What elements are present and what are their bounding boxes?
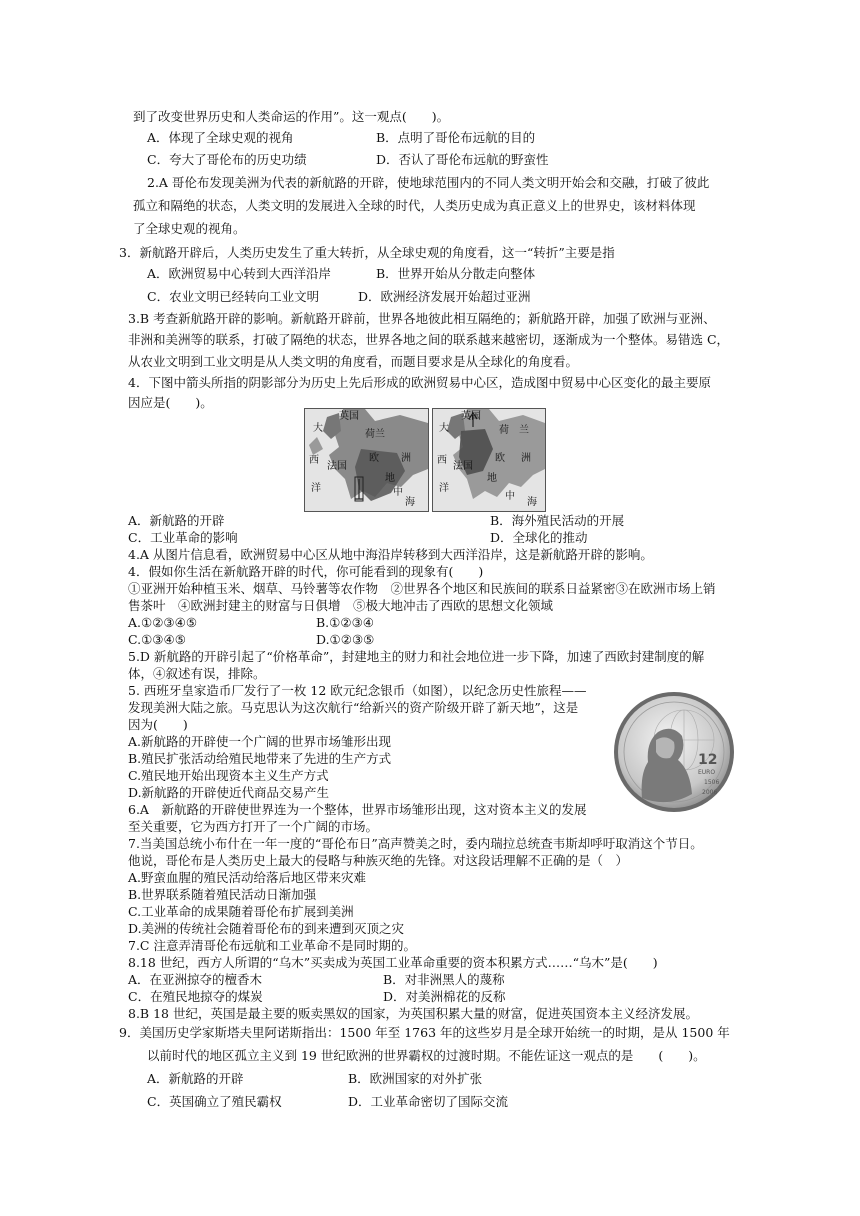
map-label: 地 xyxy=(487,473,497,484)
q4b-answer-line1: 5.D 新航路的开辟引起了“价格革命”，封建地主的财力和社会地位进一步下降，加速了西欧封建制度的解 xyxy=(128,649,705,664)
q1-option-d: D．否认了哥伦布远航的野蛮性 xyxy=(376,152,549,167)
map-label: 海 xyxy=(527,497,537,508)
q4b-option-a: A.①②③④⑤ xyxy=(128,615,198,630)
q4-option-a: A．新航路的开辟 xyxy=(128,513,225,528)
q7-option-b: B.世界联系随着殖民活动日渐加强 xyxy=(128,887,317,902)
q4-stem-line1: 4．下图中箭头所指的阴影部分为历史上先后形成的欧洲贸易中心区，造成图中贸易中心区变化的最主要原 xyxy=(128,375,711,390)
q4b-option-c: C.①③④⑤ xyxy=(128,632,186,647)
q5-stem-line1: 5. 西班牙皇家造币厂发行了一枚 12 欧元纪念银币（如图），以纪念历史性旅程—— xyxy=(128,683,587,698)
map-label: 洋 xyxy=(311,483,321,494)
coin-year-text: 1506 xyxy=(704,779,720,786)
map-label: 法国 xyxy=(453,461,473,472)
q3-answer-line3: 从农业文明到工业文明是从人类文明的角度看，而题目要求是从全球化的角度看。 xyxy=(128,354,579,369)
q4-answer: 4.A 从图片信息看，欧洲贸易中心区从地中海沿岸转移到大西洋沿岸，这是新航路开辟的影响。 xyxy=(128,547,653,562)
q9-stem-line1: 9．美国历史学家斯塔夫里阿诺斯指出：1500 年至 1763 年的这些岁月是全球开始统一的时期，是从 1500 年 xyxy=(119,1025,730,1040)
q1-option-a: A．体现了全球史观的视角 xyxy=(147,130,294,145)
europe-map-before xyxy=(304,408,429,512)
map-label: 洲 xyxy=(521,453,531,464)
map-label: 洋 xyxy=(439,483,449,494)
q7-option-a: A.野蛮血腥的殖民活动给落后地区带来灾难 xyxy=(128,870,367,885)
map-label: 欧 xyxy=(495,453,505,464)
q8-option-b: B．对非洲黑人的蔑称 xyxy=(383,972,505,987)
q1-option-b: B．点明了哥伦布远航的目的 xyxy=(376,130,536,145)
map-label: 英国 xyxy=(461,411,481,422)
q7-option-c: C.工业革命的成果随着哥伦布扩展到美洲 xyxy=(128,904,354,919)
commemorative-coin-image xyxy=(612,690,736,814)
q9-stem-line2: 以前时代的地区孤立主义到 19 世纪欧洲的世界霸权的过渡时期。不能佐证这一观点的是 ( )。 xyxy=(147,1048,706,1063)
q7-stem-line1: 7.当美国总统小布什在一年一度的“哥伦布日”高声赞美之时，委内瑞拉总统查韦斯却呼吁取消这个节日。 xyxy=(128,836,703,851)
q3-option-d: D．欧洲经济发展开始超过亚洲 xyxy=(358,289,531,304)
q5-stem-line3: 因为( ) xyxy=(128,717,188,732)
map-label: 荷兰 xyxy=(365,429,385,440)
q3-option-b: B．世界开始从分散走向整体 xyxy=(376,266,536,281)
q1-stem-continued: 到了改变世界历史和人类命运的作用”。这一观点( )。 xyxy=(133,109,450,124)
q3-answer-line2: 非洲和美洲等的联系，打破了隔绝的状态，世界各地之间的联系越来越密切，逐渐成为一个整体。易错选 C， xyxy=(128,332,730,347)
map-label: 兰 xyxy=(519,425,529,436)
q4-option-b: B．海外殖民活动的开展 xyxy=(490,513,625,528)
q3-option-a: A．欧洲贸易中心转到大西洋沿岸 xyxy=(147,266,332,281)
q1-answer-line1: 2.A 哥伦布发现美洲为代表的新航路的开辟，使地球范围内的不同人类文明开始会和交融，打破了彼此 xyxy=(147,175,710,190)
map-label: 大 xyxy=(313,423,323,434)
q4b-items-line1: ①亚洲开始种植玉米、烟草、马铃薯等农作物 ②世界各个地区和民族间的联系日益紧密③在欧洲市场上销 xyxy=(128,581,716,596)
q5-option-b: B.殖民扩张活动给殖民地带来了先进的生产方式 xyxy=(128,751,392,766)
coin-value-text: 12 xyxy=(698,752,718,768)
map-label: 英国 xyxy=(339,411,359,422)
map-label: 洲 xyxy=(401,453,411,464)
q1-answer-line3: 了全球史观的视角。 xyxy=(133,221,246,236)
q4b-option-b: B.①②③④ xyxy=(316,615,374,630)
q8-stem: 8.18 世纪，西方人所谓的“乌木”买卖成为英国工业革命重要的资本积累方式……“乌木”是( ) xyxy=(128,955,658,970)
q9-option-d: D．工业革命密切了国际交流 xyxy=(348,1094,509,1109)
q4b-answer-line2: 体，④叙述有误，排除。 xyxy=(128,666,266,681)
q1-option-c: C．夸大了哥伦布的历史功绩 xyxy=(147,152,307,167)
map-label: 荷 xyxy=(499,425,509,436)
q3-option-c: C．农业文明已经转向工业文明 xyxy=(147,289,320,304)
q3-stem: 3．新航路开辟后，人类历史发生了重大转折，从全球史观的角度看，这一“转折”主要是指 xyxy=(119,245,615,260)
q5-option-c: C.殖民地开始出现资本主义生产方式 xyxy=(128,768,329,783)
q8-answer: 8.B 18 世纪，英国是最主要的贩卖黑奴的国家，为英国积累大量的财富，促进英国资本主义经济发展。 xyxy=(128,1006,698,1021)
q9-option-b: B．欧洲国家的对外扩张 xyxy=(348,1071,483,1086)
q5-option-a: A.新航路的开辟使一个广阔的世界市场雏形出现 xyxy=(128,734,392,749)
coin-year-text: 2006 xyxy=(702,789,718,796)
q8-option-a: A．在亚洲掠夺的檀香木 xyxy=(128,972,263,987)
map-label: 欧 xyxy=(369,453,379,464)
q5-option-d: D.新航路的开辟使近代商品交易产生 xyxy=(128,785,330,800)
q4b-stem: 4．假如你生活在新航路开辟的时代，你可能看到的现象有( ) xyxy=(128,564,484,579)
q1-answer-line2: 孤立和隔绝的状态，人类文明的发展进入全球的时代，人类历史成为真正意义上的世界史，该材料体现 xyxy=(133,198,696,213)
q5-answer-line2: 至关重要，它为西方打开了一个广阔的市场。 xyxy=(128,819,379,834)
map-label: 中 xyxy=(505,491,515,502)
map-label: 大 xyxy=(439,423,449,434)
coin-unit-text: EURO xyxy=(698,769,716,776)
q9-option-c: C．英国确立了殖民霸权 xyxy=(147,1094,282,1109)
q4-option-d: D．全球化的推动 xyxy=(490,530,588,545)
q7-option-d: D.美洲的传统社会随着哥伦布的到来遭到灭顶之灾 xyxy=(128,921,405,936)
q8-option-c: C．在殖民地掠夺的煤炭 xyxy=(128,989,263,1004)
map-label: 西 xyxy=(309,455,319,466)
map-label: 中 xyxy=(393,487,403,498)
q8-option-d: D．对美洲棉花的反称 xyxy=(383,989,506,1004)
map-label: 法国 xyxy=(327,461,347,472)
q7-stem-line2: 他说，哥伦布是人类历史上最大的侵略与种族灭绝的先锋。对这段话理解不正确的是（ ） xyxy=(128,853,629,868)
map-label: 海 xyxy=(405,497,415,508)
q4-stem-line2: 因应是( )。 xyxy=(128,395,213,410)
europe-map-after xyxy=(432,408,546,512)
q3-answer-line1: 3.B 考查新航路开辟的影响。新航路开辟前，世界各地彼此相互隔绝的；新航路开辟，加强了欧洲与亚洲、 xyxy=(128,311,716,326)
q4b-option-d: D.①②③⑤ xyxy=(316,632,375,647)
q4b-items-line2: 售茶叶 ④欧洲封建主的财富与日俱增 ⑤极大地冲击了西欧的思想文化领域 xyxy=(128,598,554,613)
map-label: 地 xyxy=(385,473,395,484)
q7-answer: 7.C 注意弄清哥伦布远航和工业革命不是同时期的。 xyxy=(128,938,416,953)
q5-stem-line2: 发现美洲大陆之旅。马克思认为这次航行“给新兴的资产阶级开辟了新天地”，这是 xyxy=(128,700,579,715)
map-label: 西 xyxy=(437,455,447,466)
q5-answer-line1: 6.A 新航路的开辟使世界连为一个整体，世界市场雏形出现，这对资本主义的发展 xyxy=(128,802,587,817)
q9-option-a: A．新航路的开辟 xyxy=(147,1071,244,1086)
q4-option-c: C．工业革命的影响 xyxy=(128,530,238,545)
